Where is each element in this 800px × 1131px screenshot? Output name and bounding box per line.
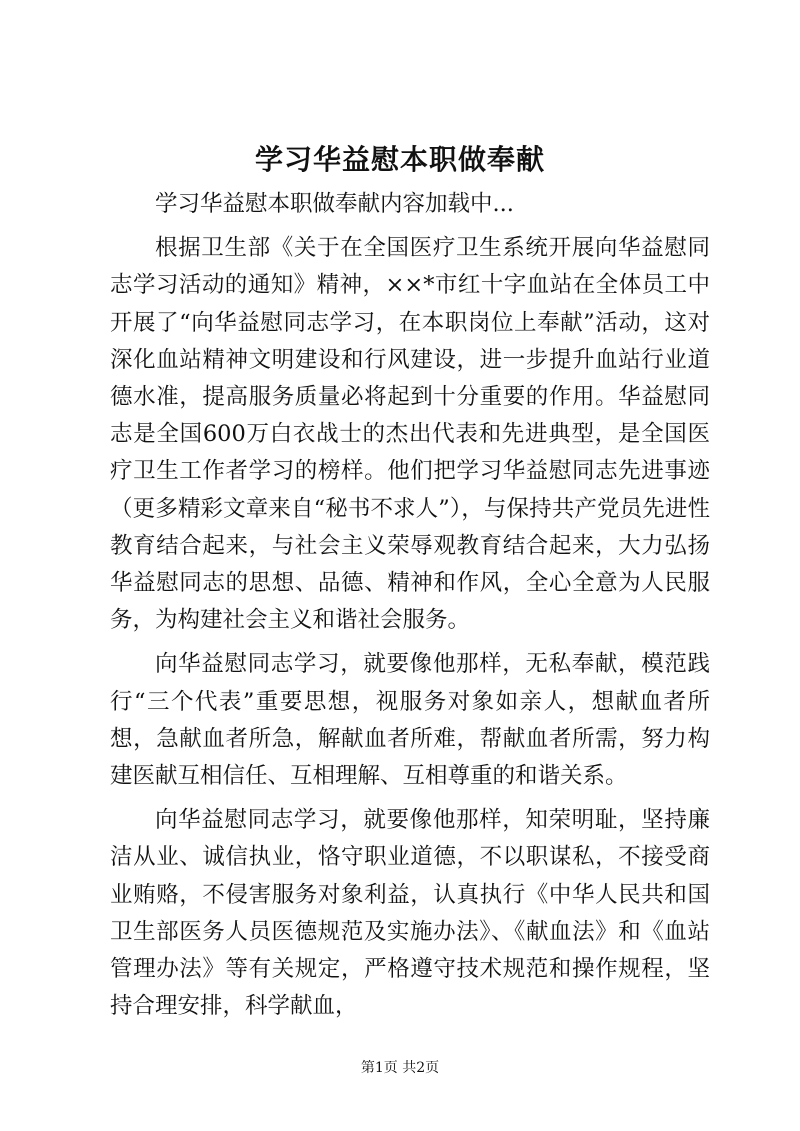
document-body: [110, 186, 710, 1032]
paragraph-2: 向华益慰同志学习，就要像他那样，无私奉献，模范践行“三个代表”重要思想，视服务对象如亲人，想献血者所想，急献血者所急，解献血者所难，帮献血者所需，努力构建医献互相信任、互相理解、互相尊重的和谐关系。: [110, 651, 710, 790]
document-title: 学习华益慰本职做奉献: [254, 143, 545, 176]
paragraph-3: 向华益慰同志学习，就要像他那样，知荣明耻，坚持廉洁从业、诚信执业，恪守职业道德，不以职谋私，不接受商业贿赂，不侵害服务对象利益，认真执行《中华人民共和国卫生部医务人员医德规范及实施办法》、《献血法》和《血站管理办法》等有关规定，严格遵守技术规范和操作规程，坚持合理安排，科学献血，: [110, 807, 710, 1020]
page-number-footer: 第1页 共2页: [360, 1060, 440, 1076]
paragraph-loading-notice: 学习华益慰本职做奉献内容加载中...: [155, 191, 514, 217]
paragraph-1: 根据卫生部《关于在全国医疗卫生系统开展向华益慰同志学习活动的通知》精神，××*市红十字血站在全体员工中开展了“向华益慰同志学习，在本职岗位上奉献”活动，这对深化血站精神文明建设和行风建设，进一步提升血站行业道德水准，提高服务质量必将起到十分重要的作用。华益慰同志是全国600万白衣战士的杰出代表和先进典型，是全国医疗卫生工作者学习的榜样。他们把学习华益慰同志先进事迹（更多精彩文章来自“秘书不求人”），与保持共产党员先进性教育结合起来，与社会主义荣辱观教育结合起来，大力弘扬华益慰同志的思想、品德、精神和作风，全心全意为人民服务，为构建社会主义和谐社会服务。: [110, 235, 710, 634]
